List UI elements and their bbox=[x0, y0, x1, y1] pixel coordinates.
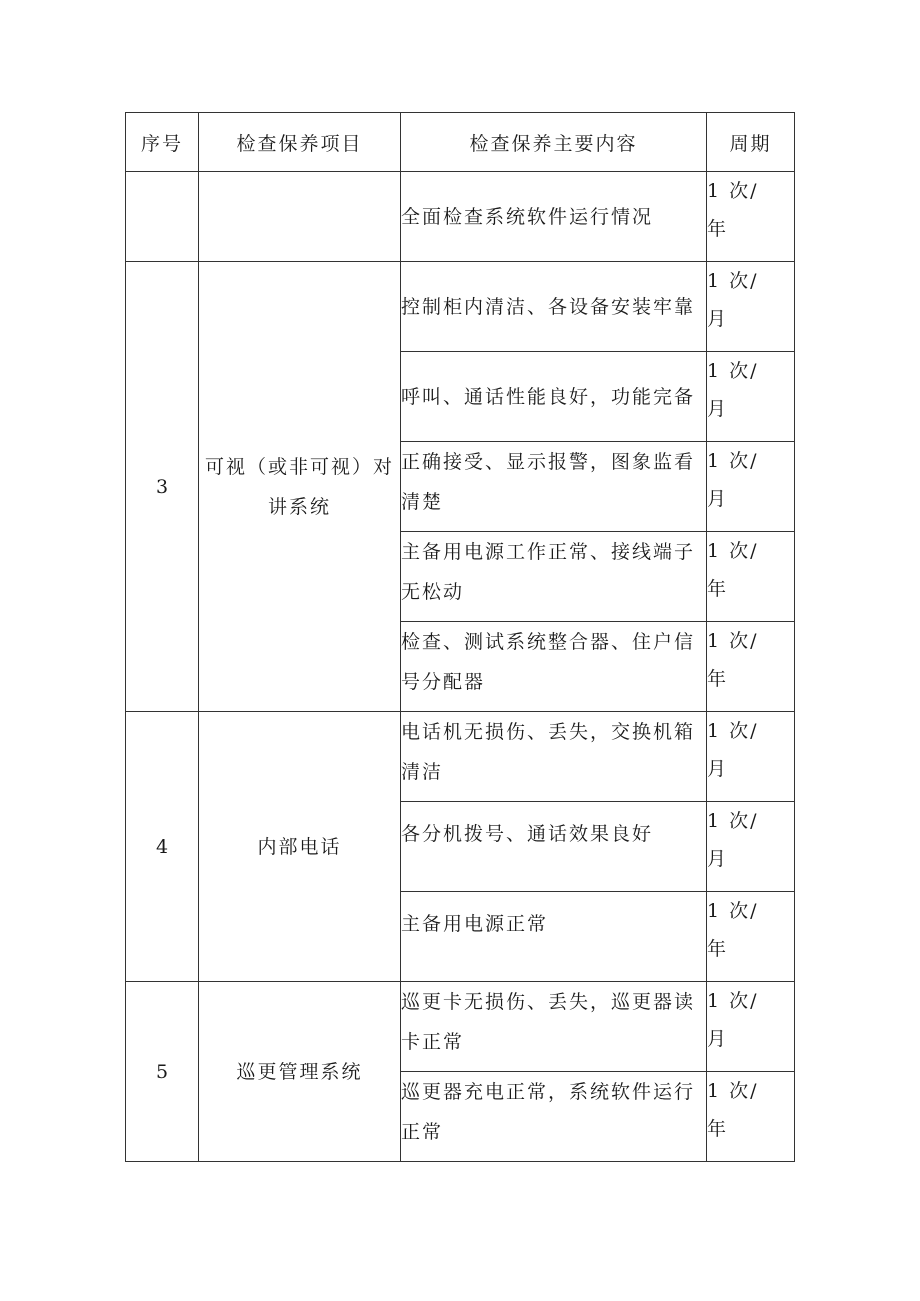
row-period bbox=[707, 532, 795, 622]
row-period bbox=[707, 1072, 795, 1162]
period-unit: 月 bbox=[707, 398, 729, 420]
period-unit: 年 bbox=[707, 1118, 729, 1140]
row-item bbox=[199, 172, 401, 262]
period-unit: 月 bbox=[707, 758, 729, 780]
row-number bbox=[126, 172, 199, 262]
row-period bbox=[707, 802, 795, 892]
row-item: 可视（或非可视）对讲系统 bbox=[199, 262, 401, 712]
table-row bbox=[126, 712, 795, 802]
row-content: 呼叫、通话性能良好，功能完备 bbox=[401, 352, 707, 442]
row-content: 主备用电源正常 bbox=[401, 892, 707, 982]
row-content: 主备用电源工作正常、接线端子无松动 bbox=[401, 532, 707, 622]
row-period bbox=[707, 352, 795, 442]
period-unit: 年 bbox=[707, 938, 729, 960]
maintenance-table bbox=[125, 112, 795, 1162]
row-period bbox=[707, 442, 795, 532]
period-unit: 月 bbox=[707, 1028, 729, 1050]
row-period bbox=[707, 892, 795, 982]
period-count: 1 次/ bbox=[707, 900, 759, 922]
row-content: 巡更器充电正常，系统软件运行正常 bbox=[401, 1072, 707, 1162]
row-number: 4 bbox=[126, 712, 199, 982]
period-unit: 月 bbox=[707, 308, 729, 330]
row-period bbox=[707, 712, 795, 802]
header-row bbox=[126, 113, 795, 172]
row-content: 正确接受、显示报警，图象监看清楚 bbox=[401, 442, 707, 532]
row-content: 巡更卡无损伤、丢失，巡更器读卡正常 bbox=[401, 982, 707, 1072]
period-count: 1 次/ bbox=[707, 720, 759, 742]
period-unit: 年 bbox=[707, 668, 729, 690]
header-no: 序号 bbox=[126, 113, 199, 172]
period-count: 1 次/ bbox=[707, 990, 759, 1012]
period-count: 1 次/ bbox=[707, 540, 759, 562]
row-number: 3 bbox=[126, 262, 199, 712]
row-item: 内部电话 bbox=[199, 712, 401, 982]
row-content: 全面检查系统软件运行情况 bbox=[401, 172, 707, 262]
row-number: 5 bbox=[126, 982, 199, 1162]
period-unit: 月 bbox=[707, 488, 729, 510]
period-count: 1 次/ bbox=[707, 180, 759, 202]
row-period bbox=[707, 622, 795, 712]
row-content: 检查、测试系统整合器、住户信号分配器 bbox=[401, 622, 707, 712]
period-unit: 月 bbox=[707, 848, 729, 870]
header-item: 检查保养项目 bbox=[199, 113, 401, 172]
row-item: 巡更管理系统 bbox=[199, 982, 401, 1162]
period-count: 1 次/ bbox=[707, 270, 759, 292]
table-row bbox=[126, 982, 795, 1072]
row-content: 各分机拨号、通话效果良好 bbox=[401, 802, 707, 892]
table-row bbox=[126, 262, 795, 352]
row-period bbox=[707, 172, 795, 262]
row-content: 电话机无损伤、丢失，交换机箱清洁 bbox=[401, 712, 707, 802]
period-unit: 年 bbox=[707, 578, 729, 600]
header-period: 周期 bbox=[707, 113, 795, 172]
row-period bbox=[707, 262, 795, 352]
period-count: 1 次/ bbox=[707, 810, 759, 832]
period-count: 1 次/ bbox=[707, 360, 759, 382]
period-count: 1 次/ bbox=[707, 450, 759, 472]
row-period bbox=[707, 982, 795, 1072]
header-content: 检查保养主要内容 bbox=[401, 113, 707, 172]
period-count: 1 次/ bbox=[707, 630, 759, 652]
table-row bbox=[126, 172, 795, 262]
row-content: 控制柜内清洁、各设备安装牢靠 bbox=[401, 262, 707, 352]
period-unit: 年 bbox=[707, 218, 729, 240]
period-count: 1 次/ bbox=[707, 1080, 759, 1102]
